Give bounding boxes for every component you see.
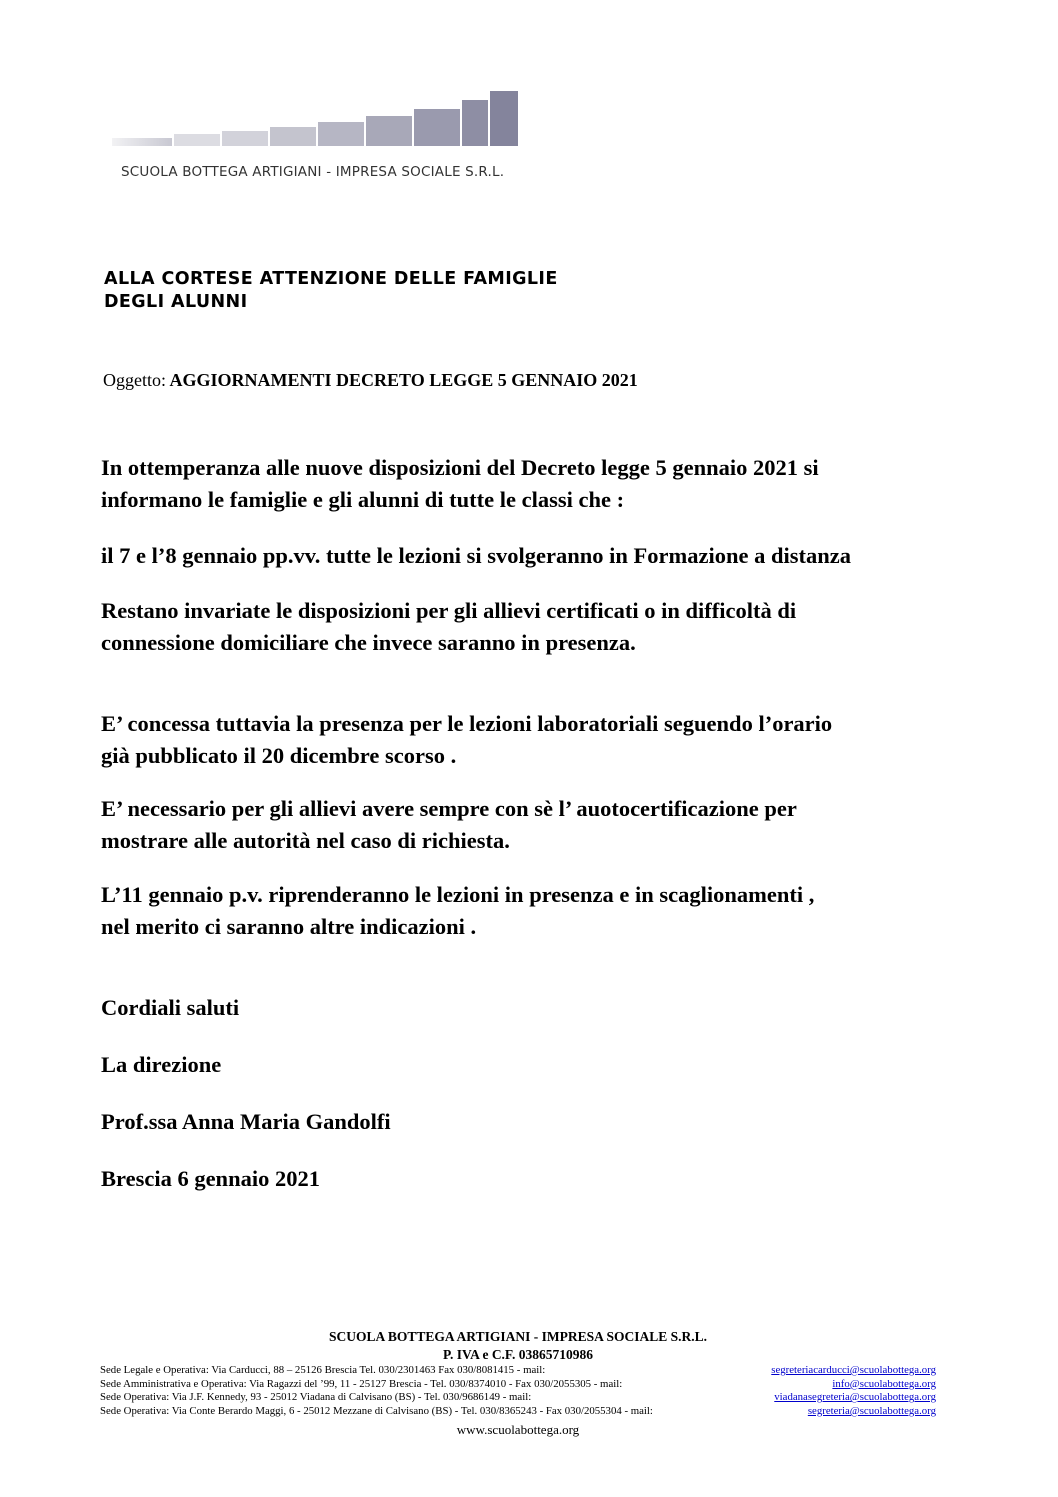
- footer-sede-line: [100, 1391, 936, 1405]
- paragraph: [101, 540, 851, 572]
- paragraph-line: informano le famiglie e gli alunni di tutte le classi che :: [101, 487, 625, 512]
- footer-sede-line: [100, 1364, 936, 1378]
- paragraph-line: Restano invariate le disposizioni per gli allievi certificati o in difficoltà di: [101, 598, 797, 623]
- paragraph-line: il 7 e l’8 gennaio pp.vv. tutte le lezioni si svolgeranno in Formazione a distanza: [101, 543, 851, 568]
- greeting: Cordiali saluti: [101, 995, 240, 1020]
- paragraph-line: E’ necessario per gli allievi avere sempre con sè l’ auotocertificazione per: [101, 796, 797, 821]
- footer-email-link[interactable]: segreteria@scuolabottega.org: [807, 1404, 936, 1417]
- subject-label: Oggetto:: [103, 370, 166, 390]
- paragraph-line: In ottemperanza alle nuove disposizioni del Decreto legge 5 gennaio 2021 si: [101, 455, 819, 480]
- footer-email-link[interactable]: viadanasegreteria@scuolabottega.org: [774, 1391, 936, 1404]
- subject-line: [103, 370, 638, 391]
- paragraph: [101, 595, 796, 659]
- paragraph-line: mostrare alle autorità nel caso di richiesta.: [101, 828, 510, 853]
- paragraph: [101, 452, 819, 516]
- footer-website[interactable]: www.scuolabottega.org: [456, 1422, 580, 1438]
- addressee-line: DEGLI ALUNNI: [104, 292, 248, 312]
- footer-sede-line: [100, 1378, 936, 1392]
- signer-role: La direzione: [101, 1052, 222, 1077]
- letterhead-footer: [100, 1328, 936, 1440]
- paragraph-line: E’ concessa tuttavia la presenza per le lezioni laboratoriali seguendo l’orario: [101, 711, 833, 736]
- footer-vat: P. IVA e C.F. 03865710986: [443, 1347, 593, 1362]
- paragraph-line: L’11 gennaio p.v. riprenderanno le lezioni in presenza e in scaglionamenti ,: [101, 882, 815, 907]
- paragraph-line: già pubblicato il 20 dicembre scorso .: [101, 743, 457, 768]
- place-date: Brescia 6 gennaio 2021: [101, 1166, 320, 1191]
- footer-sede-text: Sede Operativa: Via J.F. Kennedy, 93 - 25012 Viadana di Calvisano (BS) - Tel. 030/9686149 - mail:: [100, 1391, 532, 1404]
- footer-sede-text: Sede Operativa: Via Conte Berardo Maggi, 6 - 25012 Mezzane di Calvisano (BS) - Tel. 030/8365243 - Fax 030/2055304 - mail:: [100, 1404, 653, 1417]
- footer-email-link[interactable]: segreteriacarducci@scuolabottega.org: [771, 1364, 936, 1376]
- footer-sede-text: Sede Amministrativa e Operativa: Via Ragazzi del ’99, 11 - 25127 Brescia - Tel. 030/8374010 - Fax 030/2055305 - mail:: [100, 1377, 623, 1390]
- footer-email-link[interactable]: info@scuolabottega.org: [832, 1377, 936, 1390]
- paragraph-line: connessione domiciliare che invece saranno in presenza.: [101, 630, 636, 655]
- paragraph: [101, 793, 797, 857]
- addressee-line: ALLA CORTESE ATTENZIONE DELLE FAMIGLIE: [104, 269, 558, 289]
- logo-caption: SCUOLA BOTTEGA ARTIGIANI - IMPRESA SOCIALE S.R.L.: [121, 164, 505, 180]
- paragraph: [101, 879, 814, 943]
- company-logo: [112, 88, 522, 150]
- subject-text: AGGIORNAMENTI DECRETO LEGGE 5 GENNAIO 2021: [166, 370, 638, 390]
- signer-name: Prof.ssa Anna Maria Gandolfi: [101, 1109, 391, 1134]
- footer-sede-text: Sede Legale e Operativa: Via Carducci, 88 – 25126 Brescia Tel. 030/2301463 Fax 030/8081415 - mail:: [100, 1364, 546, 1376]
- footer-sede-line: [100, 1405, 936, 1419]
- addressee-block: [104, 268, 558, 314]
- paragraph: [101, 708, 832, 772]
- paragraph-line: nel merito ci saranno altre indicazioni .: [101, 914, 477, 939]
- footer-company: SCUOLA BOTTEGA ARTIGIANI - IMPRESA SOCIALE S.R.L.: [329, 1329, 707, 1344]
